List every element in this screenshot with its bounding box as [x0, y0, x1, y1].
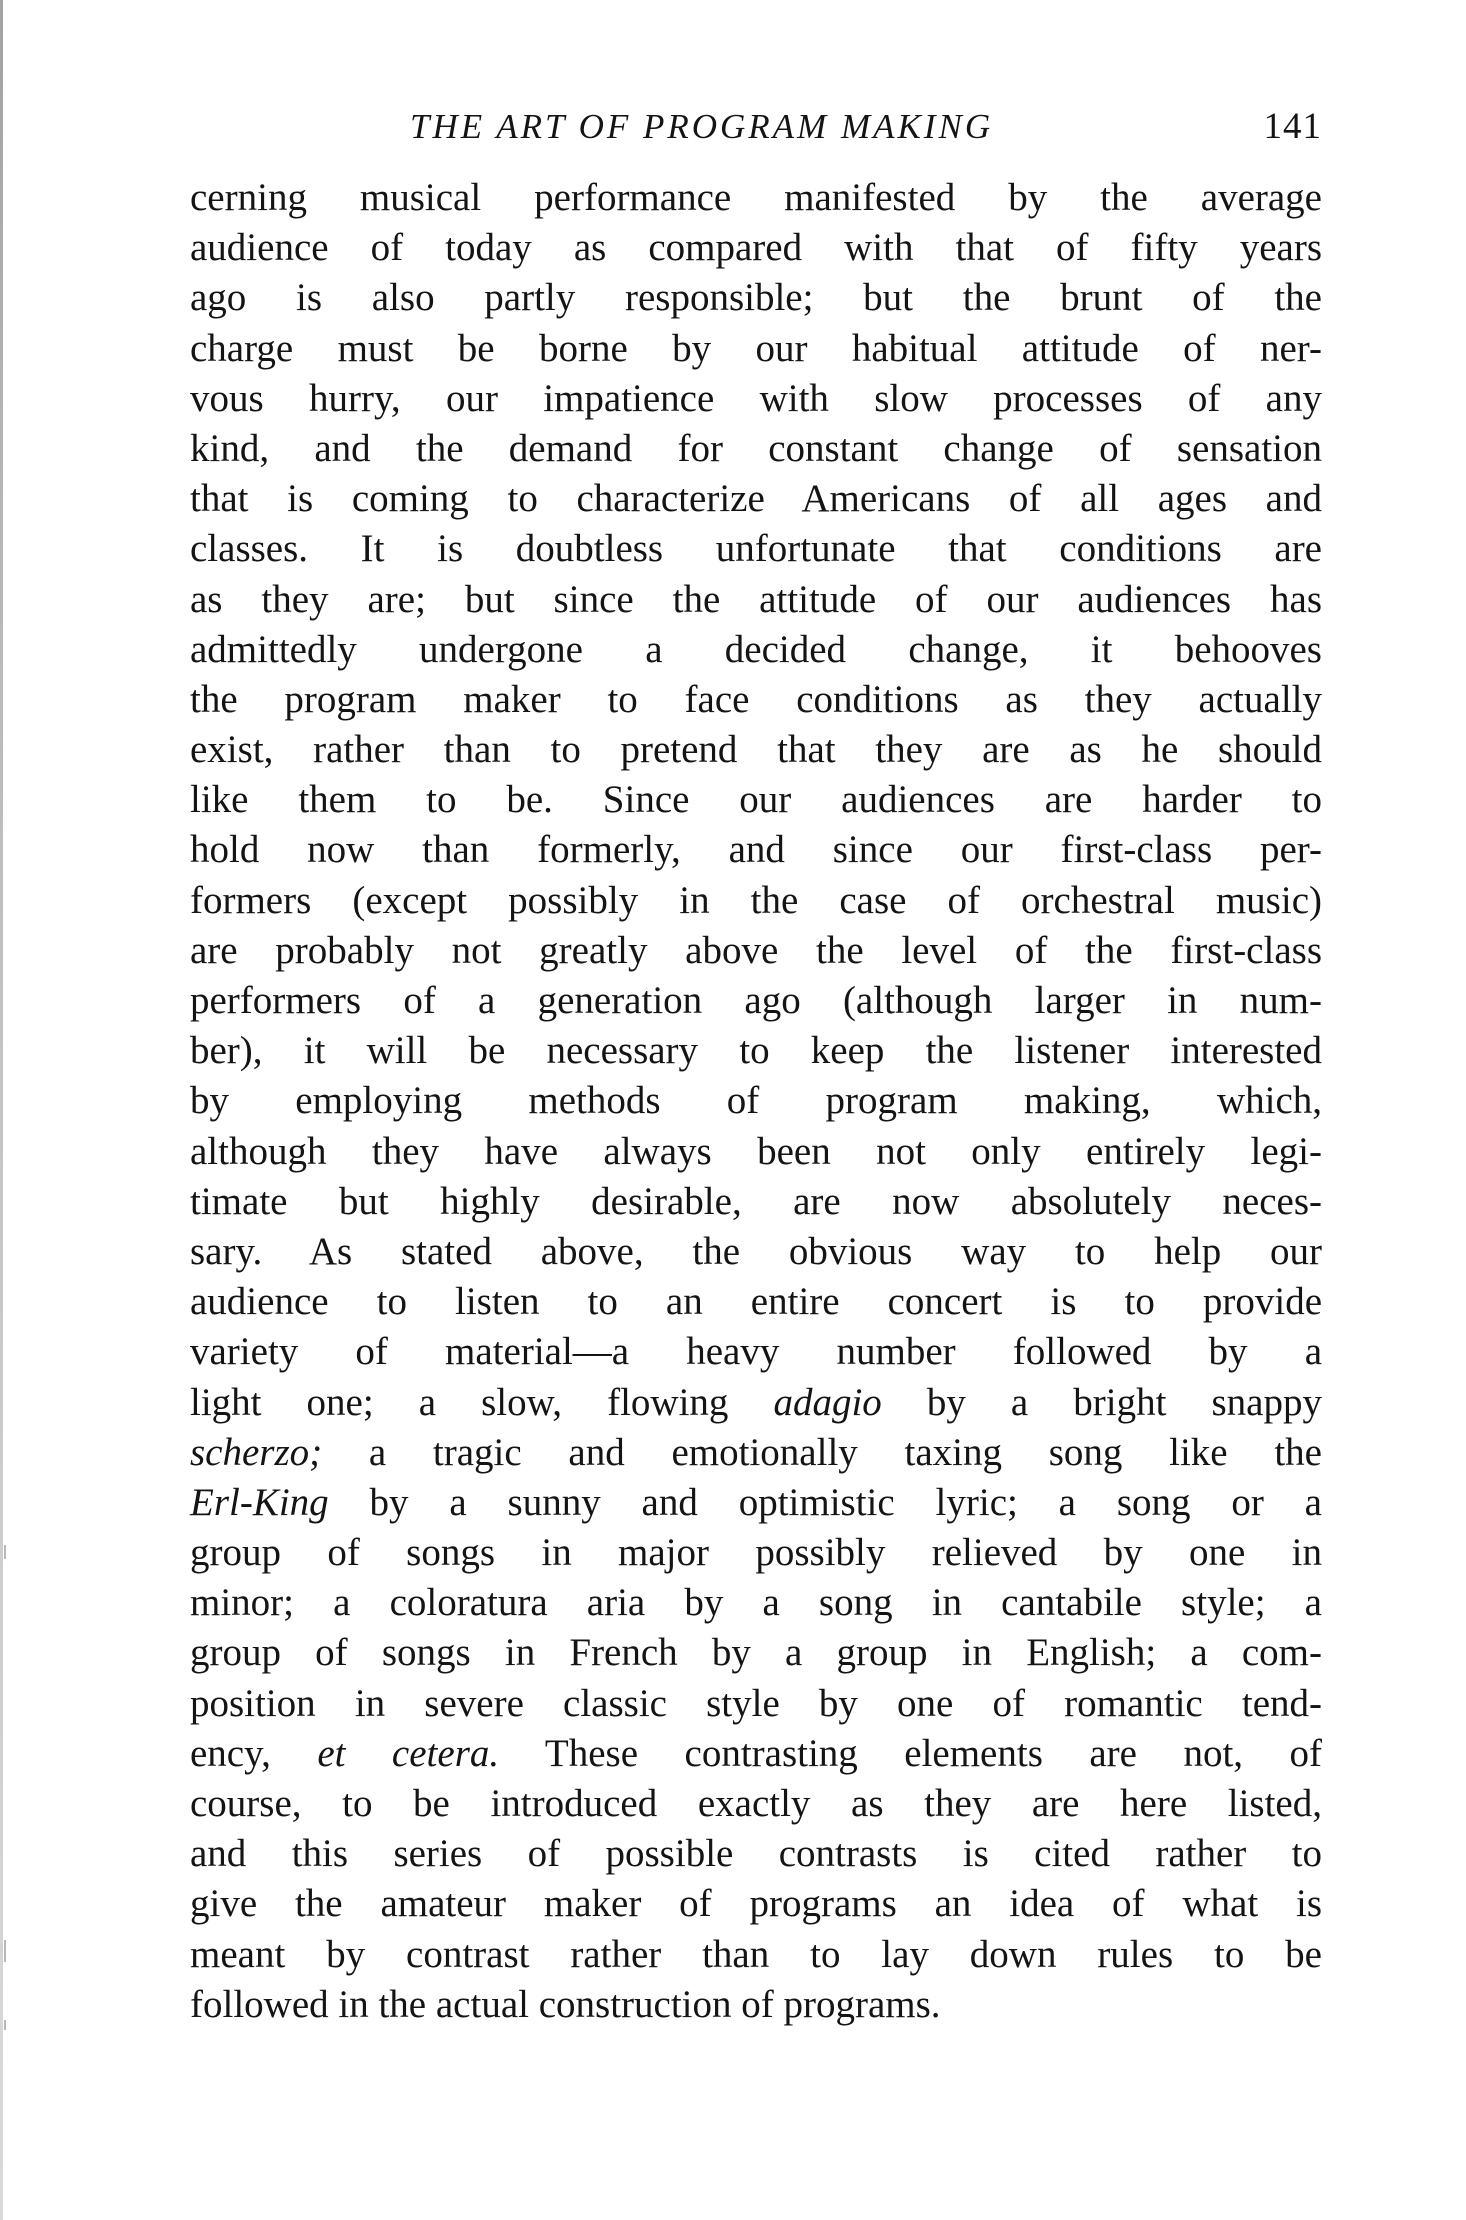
text-line [190, 1679, 1322, 1729]
italic-text: adagio [773, 1380, 882, 1424]
text-run: by a sunny and optimistic lyric; a song or a [328, 1480, 1322, 1524]
text-run: ago is also partly responsible; but the brunt of the [190, 276, 1322, 320]
text-line [190, 1829, 1322, 1879]
text-line [190, 926, 1322, 976]
text-line [190, 1428, 1322, 1478]
text-line [190, 1779, 1322, 1829]
text-line [190, 1578, 1322, 1628]
text-run: classes. It is doubtless unfortunate that conditions are [190, 527, 1322, 571]
text-line [190, 474, 1322, 524]
text-line [190, 1729, 1322, 1779]
scan-mark [4, 1545, 6, 1559]
text-run: by a bright snappy [881, 1380, 1322, 1424]
text-run: hold now than formerly, and since our first-class per- [190, 828, 1322, 872]
text-run: cerning musical performance manifested by the average [190, 176, 1322, 219]
text-line [190, 1628, 1322, 1678]
scan-edge-shadow [0, 0, 3, 2220]
text-run: although they have always been not only entirely legi- [190, 1129, 1322, 1173]
text-run: timate but highly desirable, are now absolutely neces- [190, 1179, 1322, 1223]
text-run: light one; a slow, flowing [190, 1380, 774, 1424]
text-run: by employing methods of program making, which, [190, 1079, 1322, 1123]
text-run: followed in the actual construction of programs. [190, 1982, 941, 2026]
running-head [190, 103, 1322, 151]
text-line [190, 976, 1322, 1026]
text-run: performers of a generation ago (although larger in num- [190, 979, 1322, 1022]
text-run: ency, [190, 1731, 318, 1775]
scan-mark [4, 1940, 6, 1962]
text-line [190, 1327, 1322, 1377]
text-line [190, 524, 1322, 574]
text-run: group of songs in major possibly relieved by one in [190, 1531, 1322, 1575]
running-title: THE ART OF PROGRAM MAKING [410, 107, 994, 146]
text-run: meant by contrast rather than to lay down rules to be [190, 1932, 1322, 1976]
text-run: a tragic and emotionally taxing song like the [322, 1430, 1322, 1474]
text-line [190, 675, 1322, 725]
text-run: course, to be introduced exactly as they are here listed, [190, 1782, 1322, 1825]
text-run: kind, and the demand for constant change of sensation [190, 426, 1322, 470]
text-run: that is coming to characterize Americans of all ages and [190, 477, 1322, 521]
text-run: give the amateur maker of programs an idea of what is [190, 1882, 1322, 1926]
text-run: group of songs in French by a group in English; a com- [190, 1631, 1322, 1675]
italic-text: et cetera. [317, 1731, 500, 1775]
text-line [190, 1127, 1322, 1177]
text-run: ber), it will be necessary to keep the listener interested [190, 1029, 1322, 1073]
text-run: and this series of possible contrasts is cited rather to [190, 1832, 1322, 1876]
italic-text: scherzo; [190, 1430, 323, 1474]
text-line [190, 1478, 1322, 1528]
text-run: are probably not greatly above the level of the first-class [190, 928, 1322, 972]
text-line [190, 1528, 1322, 1578]
text-line [190, 1879, 1322, 1929]
text-line [190, 775, 1322, 825]
text-line [190, 1378, 1322, 1428]
text-run: charge must be borne by our habitual attitude of ner- [190, 326, 1322, 370]
scan-mark [4, 2020, 6, 2030]
text-line [190, 1980, 1322, 2030]
text-line [190, 876, 1322, 926]
text-line [190, 1026, 1322, 1076]
text-run: the program maker to face conditions as they actually [190, 677, 1322, 721]
text-run: like them to be. Since our audiences are harder to [190, 778, 1322, 822]
text-run: exist, rather than to pretend that they are as he should [190, 728, 1322, 772]
text-line [190, 1076, 1322, 1126]
text-line [190, 223, 1322, 273]
text-run: as they are; but since the attitude of our audiences has [190, 577, 1322, 621]
text-line [190, 1277, 1322, 1327]
italic-text: Erl-King [190, 1480, 329, 1524]
text-line [190, 1930, 1322, 1980]
text-run: position in severe classic style by one of romantic tend- [190, 1681, 1322, 1725]
text-run: minor; a coloratura aria by a song in cantabile style; a [190, 1581, 1322, 1625]
body-text [190, 173, 1322, 2030]
text-run: vous hurry, our impatience with slow processes of any [190, 376, 1322, 420]
page-number: 141 [1263, 106, 1322, 147]
text-line [190, 1227, 1322, 1277]
text-line [190, 324, 1322, 374]
text-line [190, 424, 1322, 474]
text-run: audience of today as compared with that of fifty years [190, 226, 1322, 270]
text-run: admittedly undergone a decided change, it behooves [190, 627, 1322, 671]
text-line [190, 825, 1322, 875]
text-run: audience to listen to an entire concert is to provide [190, 1280, 1322, 1324]
text-line [190, 374, 1322, 424]
text-line [190, 273, 1322, 323]
text-line [190, 575, 1322, 625]
text-run: sary. As stated above, the obvious way to help our [190, 1229, 1322, 1273]
text-line [190, 173, 1322, 223]
text-run: These contrasting elements are not, of [499, 1731, 1322, 1775]
text-run: formers (except possibly in the case of orchestral music) [190, 878, 1322, 922]
text-line [190, 625, 1322, 675]
text-line [190, 725, 1322, 775]
text-line [190, 1177, 1322, 1227]
text-run: variety of material—a heavy number followed by a [190, 1330, 1322, 1374]
